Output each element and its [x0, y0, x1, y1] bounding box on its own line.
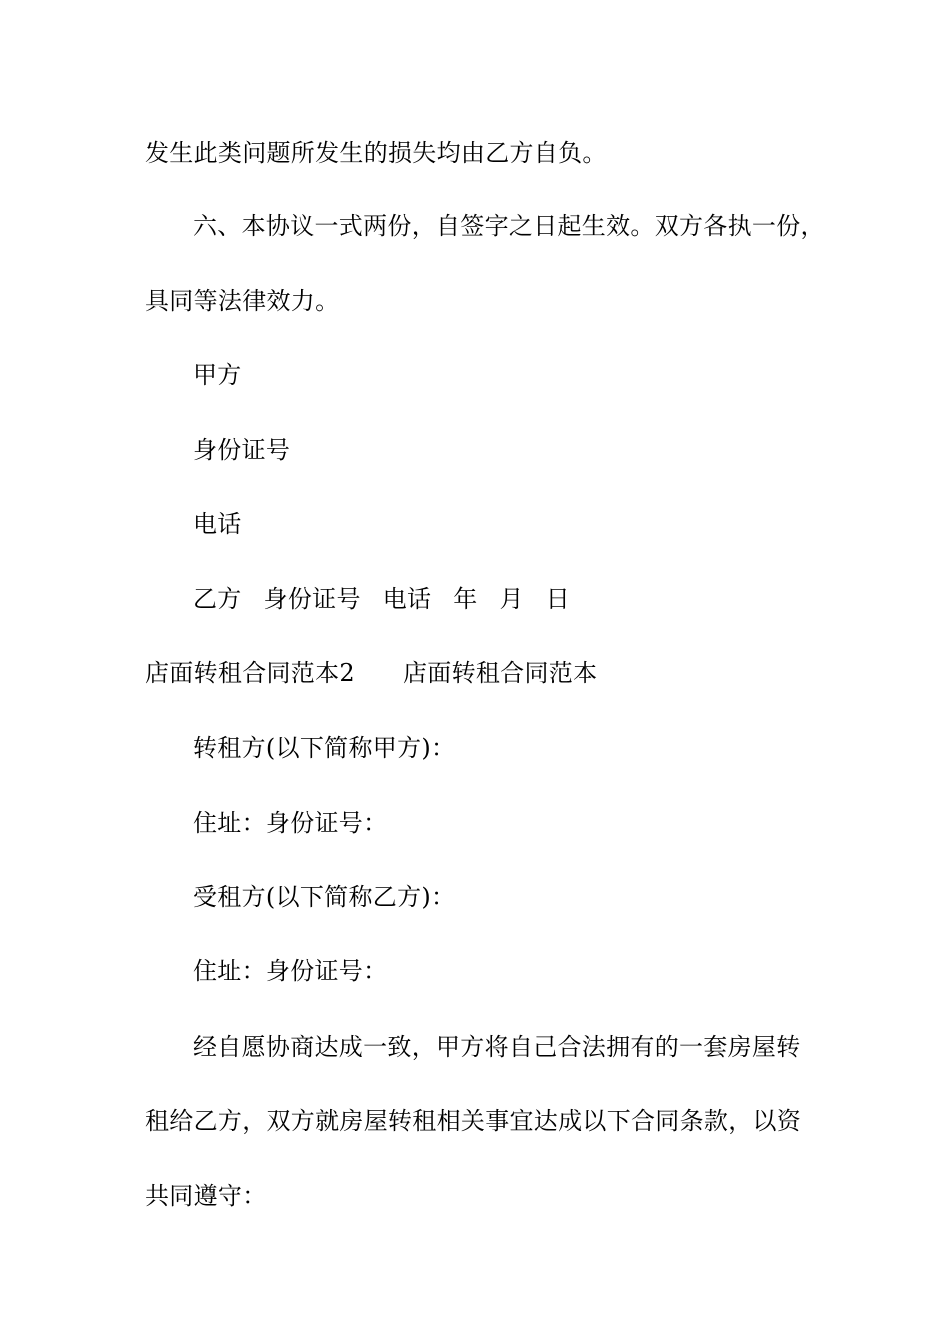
party-b-label: 乙方 — [193, 585, 242, 613]
party-b-phone-label: 电话 — [382, 585, 432, 613]
clause-six-line-2: 具同等法律效力。 — [145, 287, 340, 315]
party-a-phone-label: 电话 — [193, 510, 242, 538]
heading-title: 店面转租合同范本 — [402, 659, 598, 687]
body-paragraph-line-3: 共同遵守： — [145, 1182, 267, 1210]
body-paragraph-line-2: 租给乙方，双方就房屋转租相关事宜达成以下合同条款，以资 — [145, 1107, 802, 1135]
date-day-label: 日 — [545, 585, 571, 613]
lessee-label: 受租方(以下简称乙方)： — [193, 883, 456, 911]
body-paragraph-line-1: 经自愿协商达成一致，甲方将自己合法拥有的一套房屋转 — [193, 1033, 801, 1061]
party-a-label: 甲方 — [193, 361, 242, 389]
heading-numbered-title: 店面转租合同范本2 — [145, 659, 355, 687]
date-month-label: 月 — [499, 585, 524, 613]
lessor-label: 转租方(以下简称甲方)： — [193, 734, 456, 762]
party-b-id-label: 身份证号 — [263, 585, 361, 613]
date-year-label: 年 — [453, 585, 478, 613]
section-heading — [145, 658, 597, 688]
party-a-id-label: 身份证号 — [193, 436, 291, 464]
lessee-address-id: 住址：身份证号： — [193, 957, 388, 985]
clause-six-line-1: 六、本协议一式两份，自签字之日起生效。双方各执一份， — [193, 212, 825, 240]
paragraph-line: 发生此类问题所发生的损失均由乙方自负。 — [145, 139, 607, 167]
lessor-address-id: 住址：身份证号： — [193, 809, 388, 837]
party-b-signature-row — [193, 584, 570, 614]
